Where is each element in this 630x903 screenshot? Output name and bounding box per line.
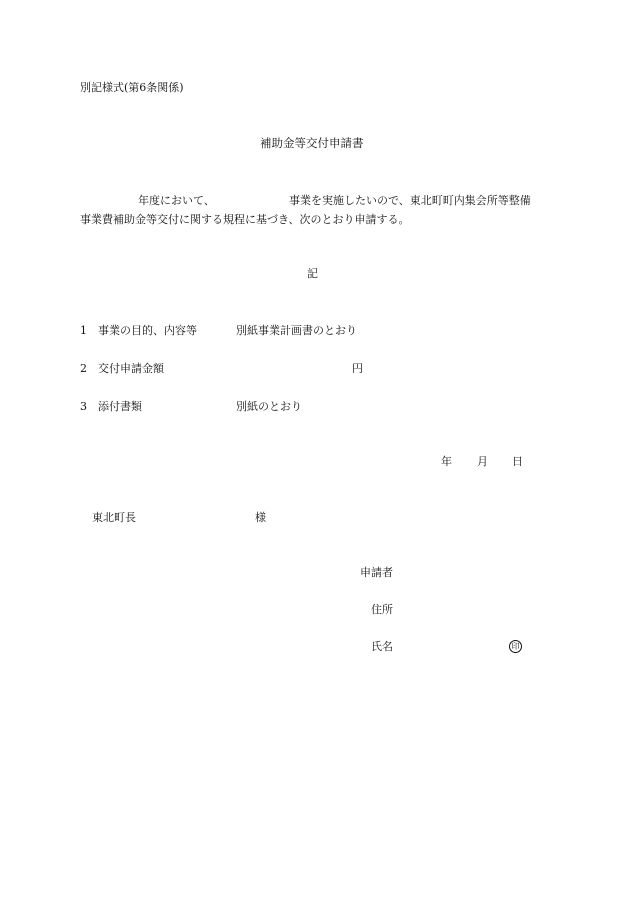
seal-mark: 印 <box>509 640 522 653</box>
name-label: 氏名 <box>371 640 393 653</box>
item-3-value: 別紙のとおり <box>236 400 302 413</box>
addressee-name: 東北町長 <box>92 511 136 524</box>
item-3-number: 3 <box>80 400 87 413</box>
item-1-label: 事業の目的、内容等 <box>98 324 197 337</box>
date-year: 年 <box>441 455 452 468</box>
body-line-2: 事業費補助金等交付に関する規程に基づき、次のとおり申請する。 <box>80 213 410 226</box>
date-month: 月 <box>477 455 488 468</box>
item-2-yen: 円 <box>352 362 363 375</box>
item-1-number: 1 <box>80 324 87 337</box>
item-3-label: 添付書類 <box>98 400 142 413</box>
page-title: 補助金等交付申請書 <box>260 136 364 150</box>
item-1-value: 別紙事業計画書のとおり <box>236 324 357 337</box>
applicant-heading: 申請者 <box>360 566 393 579</box>
form-reference: 別記様式(第6条関係) <box>80 81 184 94</box>
item-2-number: 2 <box>80 362 87 375</box>
project-text: 事業を実施したいので、東北町町内集会所等整備 <box>289 194 531 207</box>
date-day: 日 <box>512 455 523 468</box>
fiscal-year-text: 年度において、 <box>138 194 215 207</box>
address-label: 住所 <box>371 603 393 616</box>
addressee-honorific: 様 <box>255 511 266 524</box>
ki-heading: 記 <box>307 267 318 280</box>
item-2-label: 交付申請金額 <box>98 362 164 375</box>
